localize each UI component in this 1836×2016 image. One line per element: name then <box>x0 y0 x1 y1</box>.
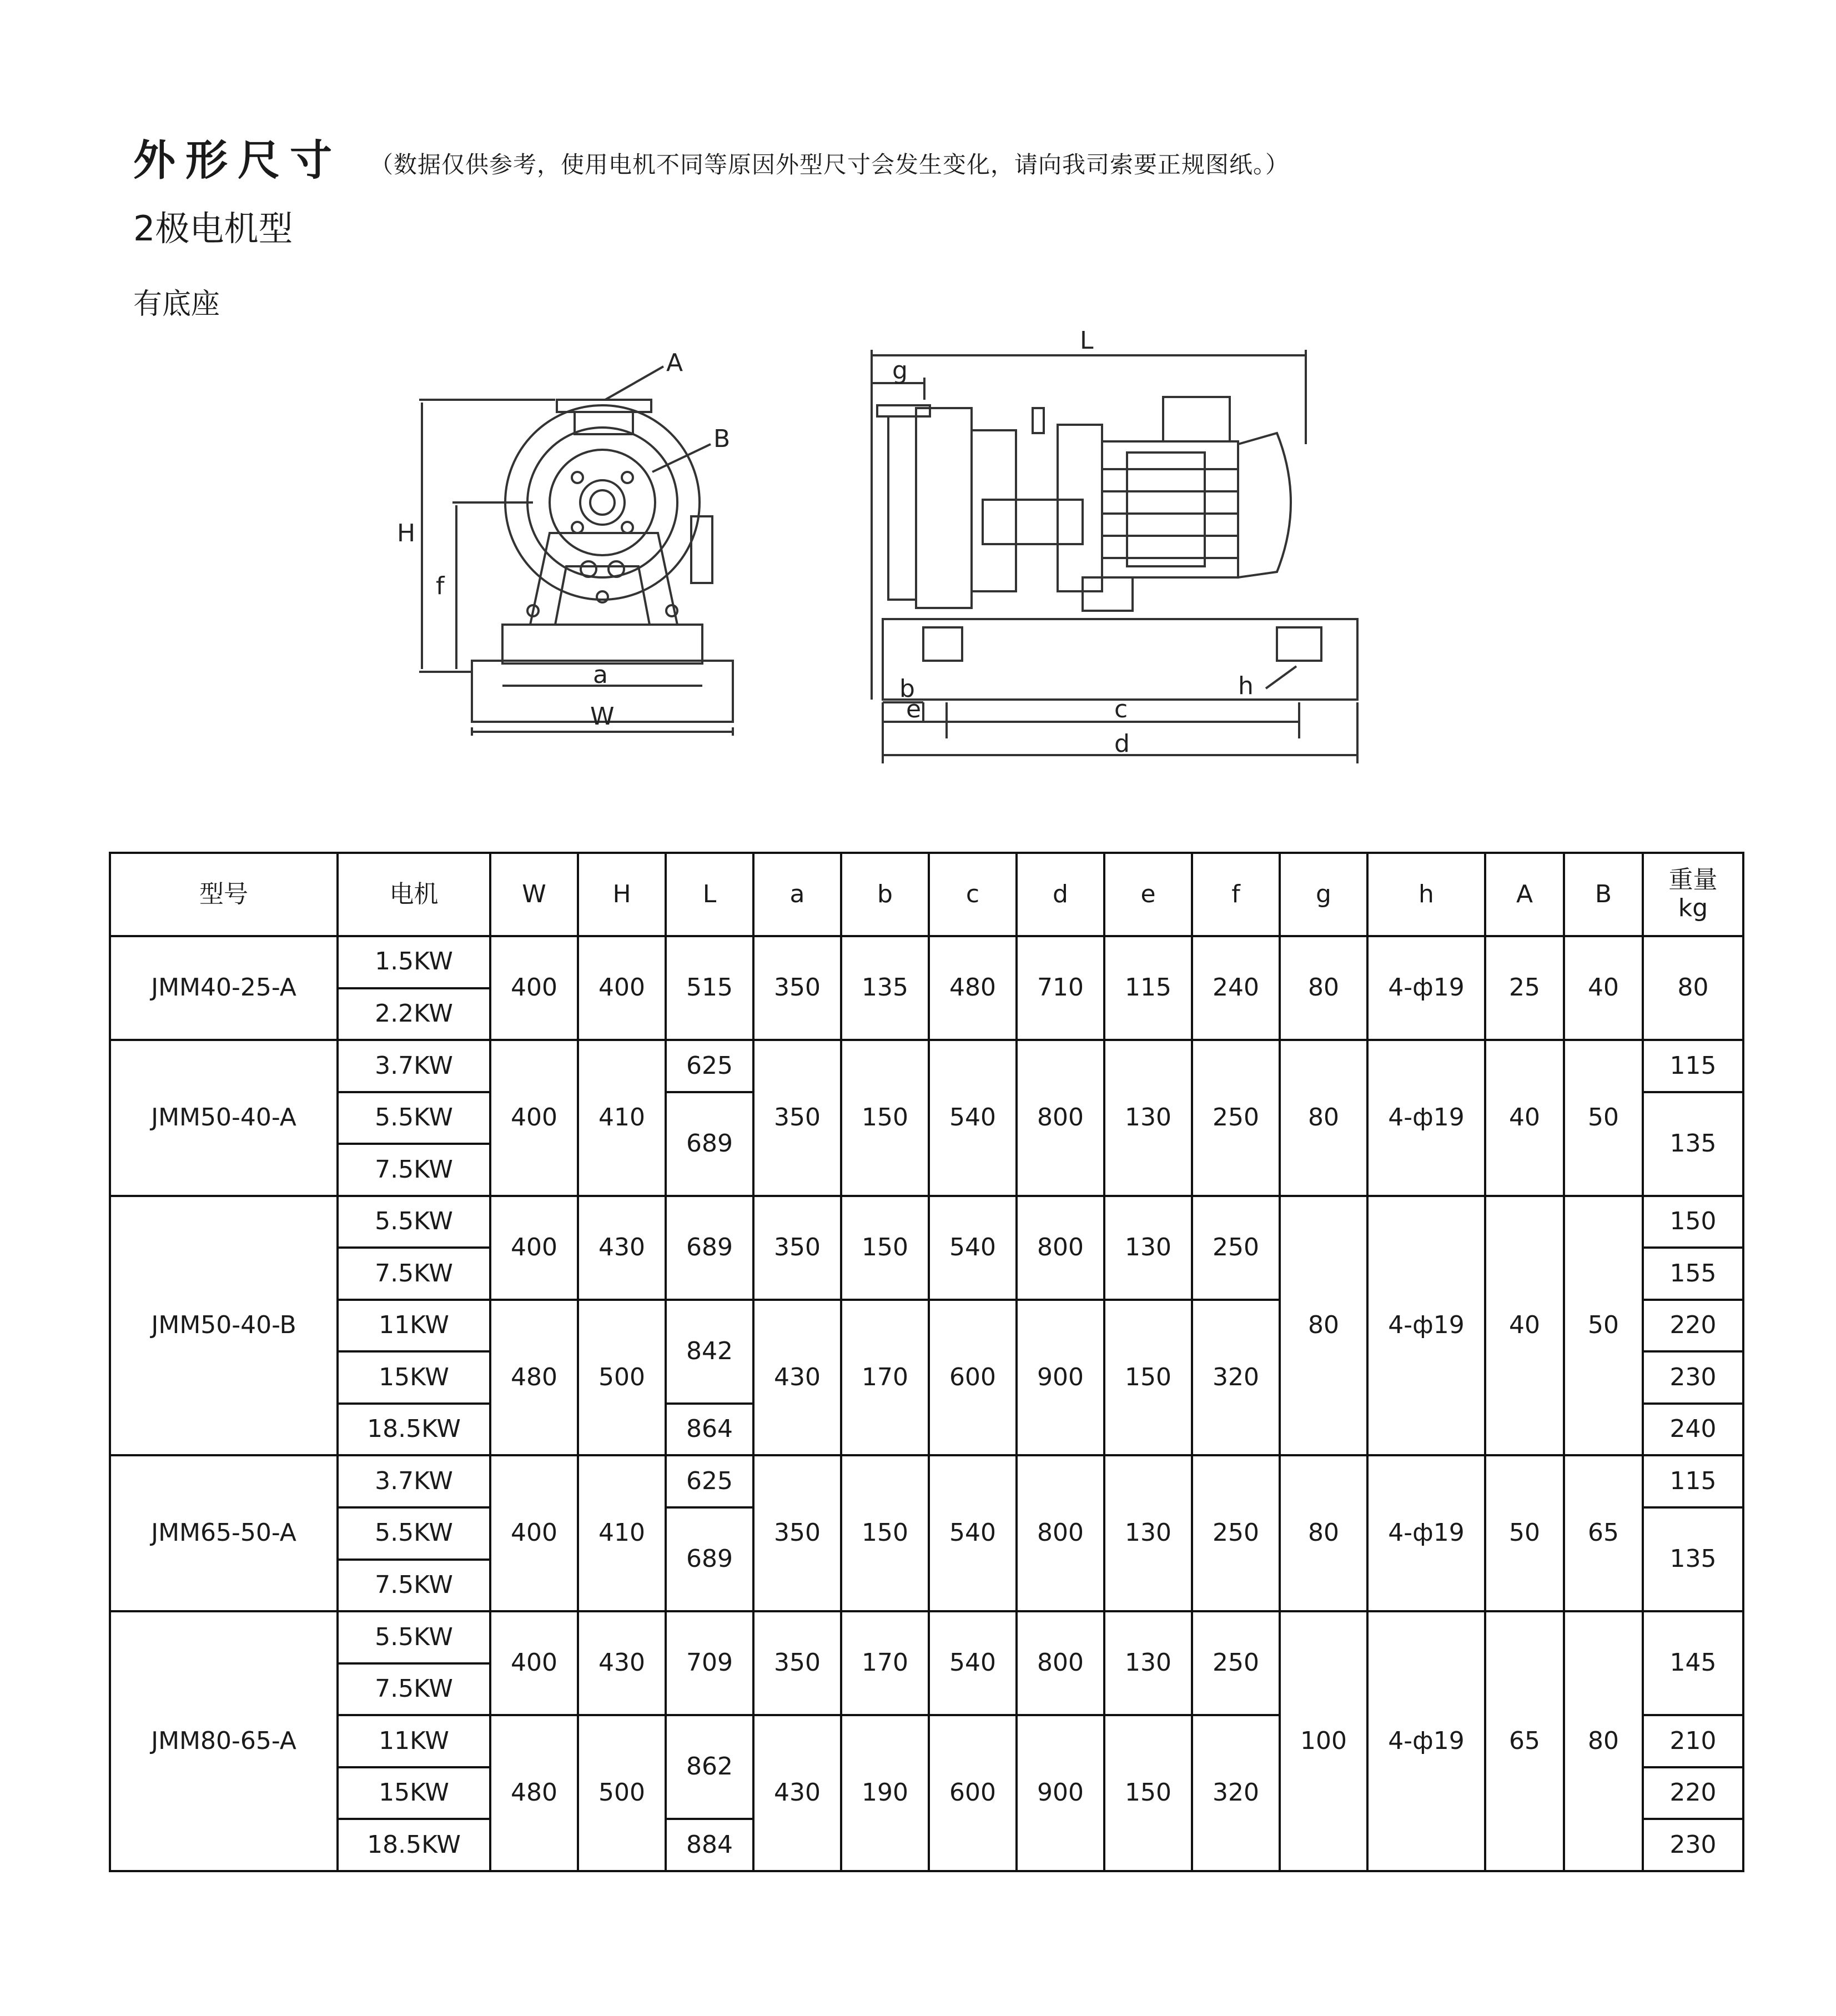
column-header: A <box>1485 853 1564 936</box>
table-cell: 80 <box>1280 936 1367 1040</box>
table-header-row <box>110 853 1743 936</box>
label-a: a <box>593 661 608 689</box>
table-cell: JMM40-25-A <box>110 936 338 1040</box>
table-cell: 540 <box>929 1611 1017 1715</box>
pump-dimension-drawing <box>0 0 1836 805</box>
table-cell: 50 <box>1485 1455 1564 1611</box>
table-cell: 230 <box>1643 1819 1743 1871</box>
table-cell: 65 <box>1485 1611 1564 1871</box>
table-cell: 480 <box>490 1715 578 1871</box>
table-cell: 900 <box>1017 1715 1104 1871</box>
table-row <box>110 936 1743 988</box>
table-cell: 135 <box>1643 1507 1743 1611</box>
table-cell: 350 <box>753 936 841 1040</box>
column-header: 重量 kg <box>1643 853 1743 936</box>
column-header: B <box>1564 853 1643 936</box>
table-cell: 5.5KW <box>338 1611 490 1663</box>
table-cell: 135 <box>1643 1092 1743 1196</box>
table-cell: 800 <box>1017 1611 1104 1715</box>
table-cell: 11KW <box>338 1300 490 1352</box>
table-cell: 400 <box>490 1455 578 1611</box>
table-cell: 80 <box>1280 1196 1367 1456</box>
table-cell: 4-ф19 <box>1367 936 1485 1040</box>
table-cell: 80 <box>1643 936 1743 1040</box>
table-cell: 130 <box>1104 1040 1192 1196</box>
section-subtitle: 2极电机型 <box>133 208 293 249</box>
table-cell: 410 <box>578 1455 666 1611</box>
table-cell: 500 <box>578 1300 666 1456</box>
column-header: L <box>666 853 753 936</box>
table-cell: 170 <box>841 1611 929 1715</box>
column-header: g <box>1280 853 1367 936</box>
label-h: h <box>1238 672 1254 700</box>
table-cell: 2.2KW <box>338 988 490 1040</box>
table-cell: 150 <box>841 1196 929 1300</box>
table-cell: 430 <box>578 1196 666 1300</box>
label-L: L <box>1080 326 1094 355</box>
table-cell: JMM50-40-B <box>110 1196 338 1456</box>
table-cell: 150 <box>1104 1715 1192 1871</box>
table-cell: 350 <box>753 1455 841 1611</box>
table-cell: 18.5KW <box>338 1819 490 1871</box>
table-cell: 7.5KW <box>338 1144 490 1196</box>
table-cell: 400 <box>578 936 666 1040</box>
table-cell: 240 <box>1643 1404 1743 1456</box>
table-cell: 540 <box>929 1196 1017 1300</box>
table-cell: 4-ф19 <box>1367 1611 1485 1871</box>
table-cell: 3.7KW <box>338 1040 490 1092</box>
label-c: c <box>1114 695 1128 723</box>
table-cell: 25 <box>1485 936 1564 1040</box>
table-cell: 240 <box>1192 936 1280 1040</box>
base-label: 有底座 <box>133 288 220 321</box>
table-cell: 170 <box>841 1300 929 1456</box>
column-header: b <box>841 853 929 936</box>
column-header: H <box>578 853 666 936</box>
label-e: e <box>906 695 922 723</box>
front-view <box>419 366 733 736</box>
table-cell: 130 <box>1104 1611 1192 1715</box>
table-cell: 864 <box>666 1404 753 1456</box>
table-cell: 480 <box>490 1300 578 1456</box>
column-header: W <box>490 853 578 936</box>
column-header: 电机 <box>338 853 490 936</box>
table-cell: 350 <box>753 1040 841 1196</box>
table-cell: 155 <box>1643 1248 1743 1300</box>
column-header: c <box>929 853 1017 936</box>
column-header: a <box>753 853 841 936</box>
table-cell: 689 <box>666 1092 753 1196</box>
table-cell: 220 <box>1643 1767 1743 1819</box>
label-g: g <box>892 356 908 385</box>
table-cell: 40 <box>1564 936 1643 1040</box>
label-d: d <box>1114 730 1130 758</box>
column-header: 型号 <box>110 853 338 936</box>
table-cell: 11KW <box>338 1715 490 1767</box>
table-cell: 480 <box>929 936 1017 1040</box>
table-cell: 410 <box>578 1040 666 1196</box>
table-cell: 625 <box>666 1040 753 1092</box>
table-cell: 80 <box>1564 1611 1643 1871</box>
table-cell: 5.5KW <box>338 1196 490 1248</box>
column-header: h <box>1367 853 1485 936</box>
table-cell: JMM65-50-A <box>110 1455 338 1611</box>
label-W: W <box>590 702 615 731</box>
label-b: b <box>899 675 915 703</box>
table-cell: 115 <box>1643 1455 1743 1507</box>
table-cell: 190 <box>841 1715 929 1871</box>
table-cell: 18.5KW <box>338 1404 490 1456</box>
table-cell: 150 <box>841 1455 929 1611</box>
table-cell: 40 <box>1485 1040 1564 1196</box>
table-cell: 800 <box>1017 1455 1104 1611</box>
table-cell: 135 <box>841 936 929 1040</box>
table-cell: 100 <box>1280 1611 1367 1871</box>
table-cell: 5.5KW <box>338 1092 490 1144</box>
page-title: 外形尺寸 <box>133 135 342 185</box>
table-row <box>110 1196 1743 1248</box>
table-cell: 400 <box>490 936 578 1040</box>
table-cell: 800 <box>1017 1196 1104 1300</box>
table-cell: 50 <box>1564 1196 1643 1456</box>
table-cell: 430 <box>753 1715 841 1871</box>
table-cell: 250 <box>1192 1196 1280 1300</box>
table-cell: 15KW <box>338 1351 490 1404</box>
table-cell: 625 <box>666 1455 753 1507</box>
label-H: H <box>397 519 416 547</box>
table-cell: 400 <box>490 1040 578 1196</box>
table-cell: 250 <box>1192 1040 1280 1196</box>
label-f: f <box>436 572 445 600</box>
table-cell: 65 <box>1564 1455 1643 1611</box>
table-cell: 709 <box>666 1611 753 1715</box>
table-cell: 710 <box>1017 936 1104 1040</box>
table-cell: 145 <box>1643 1611 1743 1715</box>
table-cell: 130 <box>1104 1196 1192 1300</box>
table-cell: 150 <box>1643 1196 1743 1248</box>
table-cell: 7.5KW <box>338 1560 490 1612</box>
table-cell: 230 <box>1643 1351 1743 1404</box>
table-cell: 400 <box>490 1611 578 1715</box>
column-header: d <box>1017 853 1104 936</box>
table-cell: 320 <box>1192 1300 1280 1456</box>
table-cell: 689 <box>666 1507 753 1611</box>
table-cell: 540 <box>929 1455 1017 1611</box>
table-cell: 540 <box>929 1040 1017 1196</box>
table-cell: JMM80-65-A <box>110 1611 338 1871</box>
table-cell: 130 <box>1104 1455 1192 1611</box>
table-cell: 862 <box>666 1715 753 1819</box>
table-cell: 689 <box>666 1196 753 1300</box>
label-B: B <box>713 425 731 453</box>
table-row <box>110 1455 1743 1507</box>
table-cell: 210 <box>1643 1715 1743 1767</box>
table-cell: 50 <box>1564 1040 1643 1196</box>
table-cell: 600 <box>929 1715 1017 1871</box>
table-cell: 80 <box>1280 1455 1367 1611</box>
table-cell: 5.5KW <box>338 1507 490 1560</box>
table-cell: 4-ф19 <box>1367 1040 1485 1196</box>
table-cell: 40 <box>1485 1196 1564 1456</box>
table-cell: 430 <box>753 1300 841 1456</box>
table-cell: 4-ф19 <box>1367 1455 1485 1611</box>
table-cell: 320 <box>1192 1715 1280 1871</box>
table-cell: 15KW <box>338 1767 490 1819</box>
table-cell: 350 <box>753 1611 841 1715</box>
table-cell: 115 <box>1104 936 1192 1040</box>
table-cell: 3.7KW <box>338 1455 490 1507</box>
table-cell: 1.5KW <box>338 936 490 988</box>
disclaimer-note: （数据仅供参考，使用电机不同等原因外型尺寸会发生变化，请向我司索要正规图纸。） <box>370 151 1290 178</box>
column-header: e <box>1104 853 1192 936</box>
table-cell: 842 <box>666 1300 753 1404</box>
table-cell: 430 <box>578 1611 666 1715</box>
table-cell: 250 <box>1192 1611 1280 1715</box>
table-cell: 250 <box>1192 1455 1280 1611</box>
table-cell: 150 <box>1104 1300 1192 1456</box>
table-cell: 350 <box>753 1196 841 1300</box>
table-cell: 220 <box>1643 1300 1743 1352</box>
table-cell: 4-ф19 <box>1367 1196 1485 1456</box>
table-cell: 800 <box>1017 1040 1104 1196</box>
table-cell: 500 <box>578 1715 666 1871</box>
table-cell: 115 <box>1643 1040 1743 1092</box>
table-cell: 150 <box>841 1040 929 1196</box>
table-row <box>110 1040 1743 1092</box>
table-cell: 7.5KW <box>338 1663 490 1716</box>
table-cell: 884 <box>666 1819 753 1871</box>
table-cell: 900 <box>1017 1300 1104 1456</box>
table-cell: 7.5KW <box>338 1248 490 1300</box>
table-cell: 80 <box>1280 1040 1367 1196</box>
dimension-table <box>109 852 1744 1872</box>
table-cell: JMM50-40-A <box>110 1040 338 1196</box>
table-cell: 400 <box>490 1196 578 1300</box>
table-cell: 515 <box>666 936 753 1040</box>
label-A: A <box>666 349 683 377</box>
column-header: f <box>1192 853 1280 936</box>
table-row <box>110 1611 1743 1663</box>
table-cell: 600 <box>929 1300 1017 1456</box>
